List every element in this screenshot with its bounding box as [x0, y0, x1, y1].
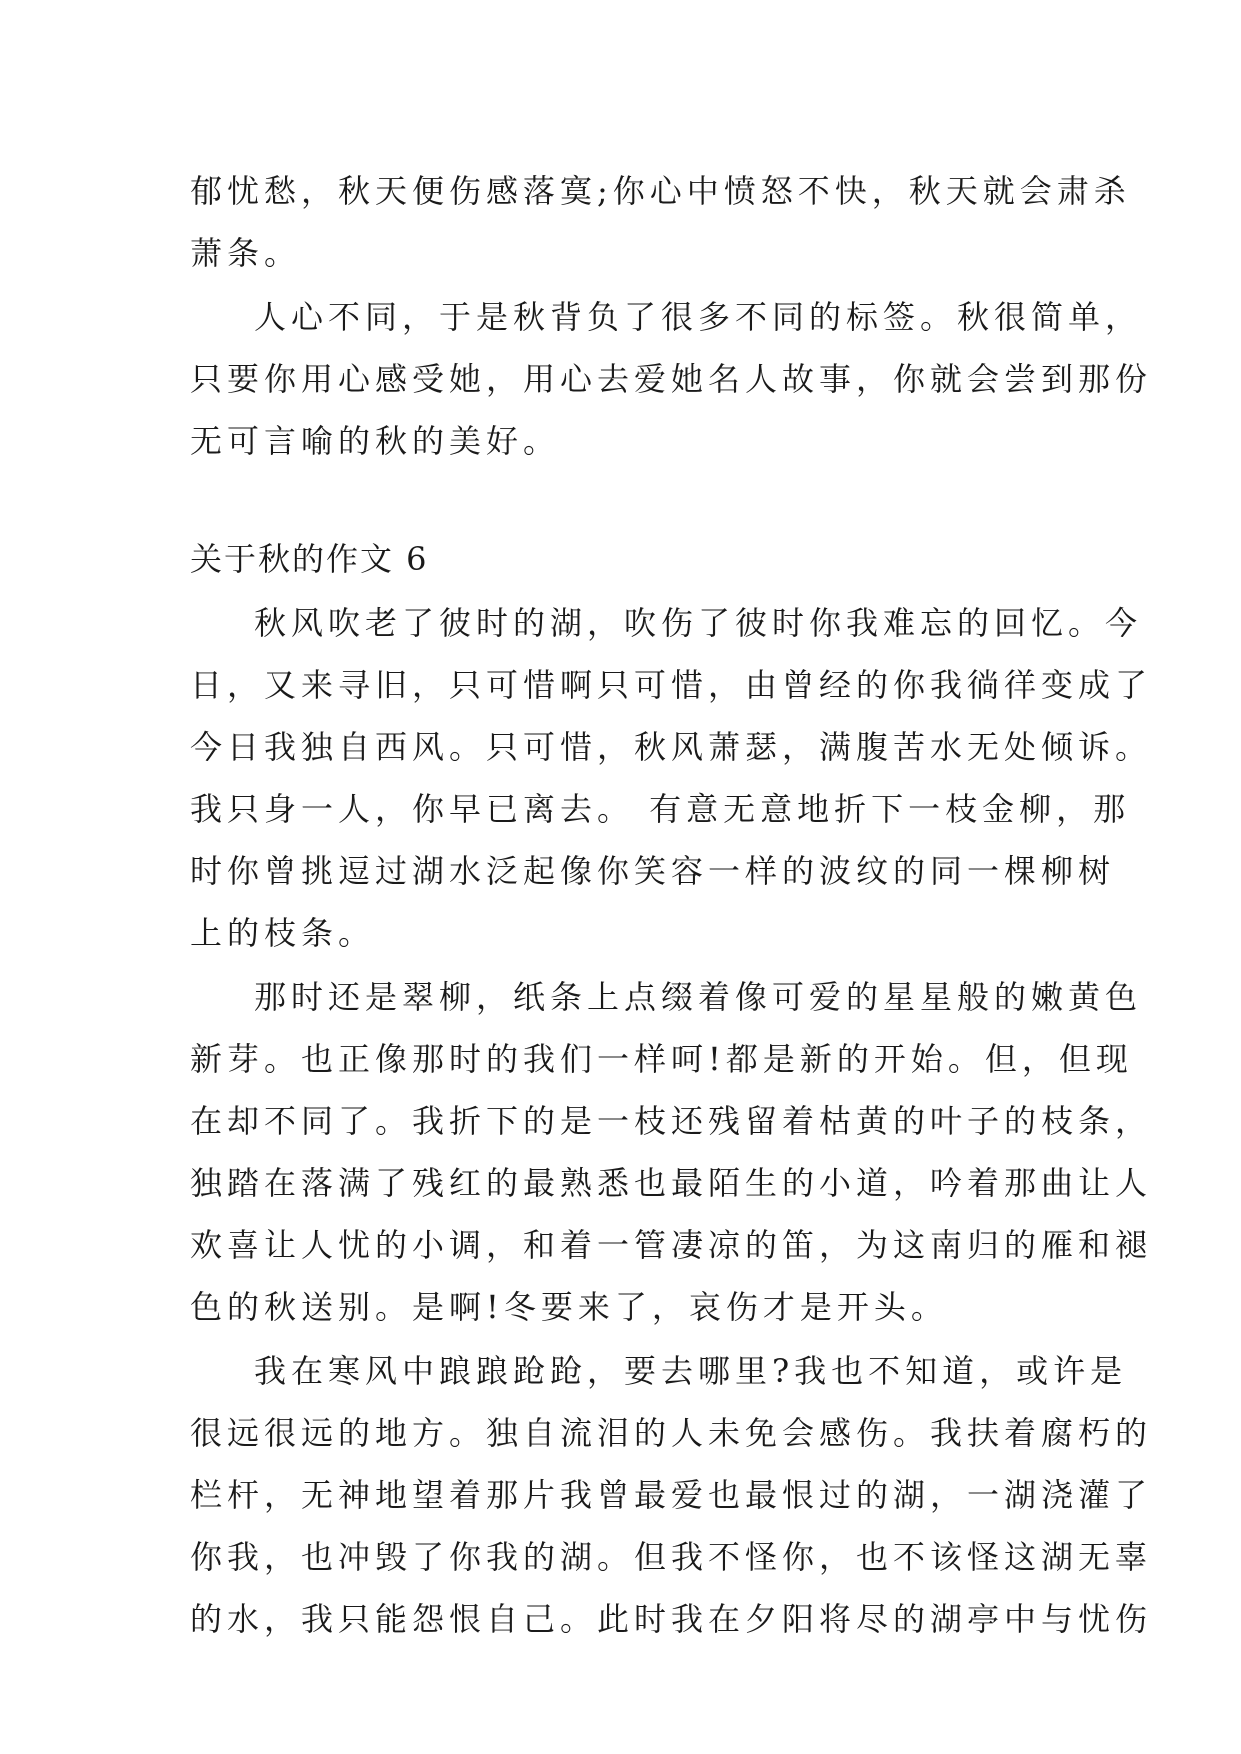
text-line: 我在寒风中踉踉跄跄，要去哪里?我也不知道，或许是 — [254, 1352, 1128, 1390]
paragraph-1 — [190, 160, 1131, 284]
text-line: 你我，也冲毁了你我的湖。但我不怪你，也不该怪这湖无辜 — [190, 1538, 1153, 1576]
text-line: 上的枝条。 — [190, 914, 376, 952]
text-line: 很远很远的地方。独自流泪的人未免会感伤。我扶着腐朽的 — [190, 1414, 1153, 1452]
text-line: 栏杆，无神地望着那片我曾最爱也最恨过的湖，一湖浇灌了 — [190, 1476, 1153, 1514]
text-line: 独踏在落满了残红的最熟悉也最陌生的小道，吟着那曲让人 — [190, 1164, 1153, 1202]
text-line: 日，又来寻旧，只可惜啊只可惜，由曾经的你我徜徉变成了 — [190, 666, 1153, 704]
text-line: 时你曾挑逗过湖水泛起像你笑容一样的波纹的同一棵柳树 — [190, 852, 1116, 890]
text-line: 人心不同，于是秋背负了很多不同的标签。秋很简单， — [254, 298, 1143, 336]
paragraph-3 — [190, 592, 1153, 964]
text-line: 今日我独自西风。只可惜，秋风萧瑟，满腹苦水无处倾诉。 — [190, 728, 1153, 766]
text-line: 那时还是翠柳，纸条上点缀着像可爱的星星般的嫩黄色 — [254, 978, 1143, 1016]
text-line: 无可言喻的秋的美好。 — [190, 422, 561, 460]
text-line: 在却不同了。我折下的是一枝还残留着枯黄的叶子的枝条， — [190, 1102, 1153, 1140]
text-line: 只要你用心感受她，用心去爱她名人故事，你就会尝到那份 — [190, 360, 1153, 398]
text-line: 的水，我只能怨恨自己。此时我在夕阳将尽的湖亭中与忧伤 — [190, 1600, 1153, 1638]
paragraph-2 — [190, 286, 1153, 472]
document-body — [190, 160, 1153, 1652]
paragraph-4 — [190, 966, 1153, 1338]
text-line: 我只身一人，你早已离去。 有意无意地折下一枝金柳，那 — [190, 790, 1131, 828]
text-line: 郁忧愁，秋天便伤感落寞;你心中愤怒不快，秋天就会肃杀 — [190, 172, 1131, 210]
text-line: 新芽。也正像那时的我们一样呵!都是新的开始。但，但现 — [190, 1040, 1133, 1078]
text-line: 秋风吹老了彼时的湖，吹伤了彼时你我难忘的回忆。今 — [254, 604, 1143, 642]
text-line: 色的秋送别。是啊!冬要来了，哀伤才是开头。 — [190, 1288, 948, 1326]
paragraph-5 — [190, 1340, 1153, 1650]
text-line: 欢喜让人忧的小调，和着一管凄凉的笛，为这南归的雁和褪 — [190, 1226, 1153, 1264]
section-heading: 关于秋的作文 6 — [190, 540, 429, 578]
text-line: 萧条。 — [190, 234, 302, 272]
